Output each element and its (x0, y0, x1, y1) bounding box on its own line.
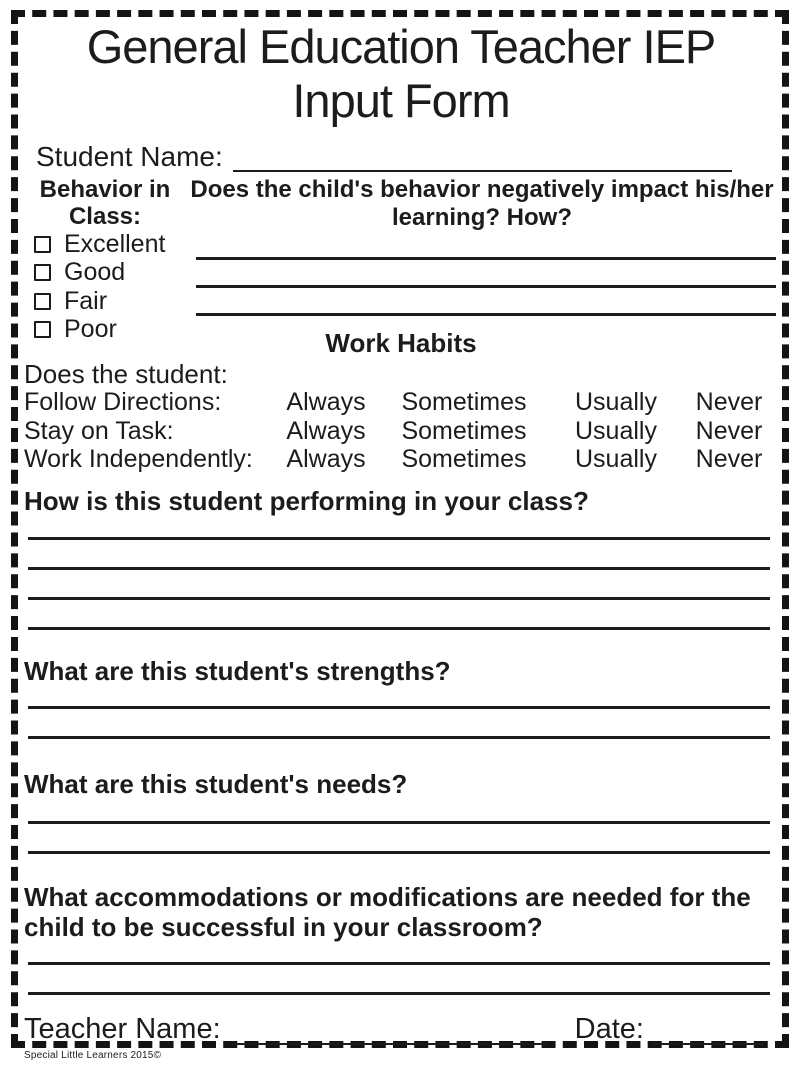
frequency-option-always[interactable]: Always (286, 388, 366, 416)
writing-line[interactable] (28, 965, 770, 995)
page-title-line2: Input Form (292, 74, 510, 127)
frequency-option-always[interactable]: Always (286, 445, 366, 473)
writing-line[interactable] (28, 540, 770, 570)
work-habit-row-work-independently (24, 445, 778, 474)
work-habits-grid (24, 388, 778, 474)
checkbox-label: Fair (64, 286, 108, 315)
question-block-strengths (24, 656, 778, 739)
checkbox-label: Excellent (64, 229, 166, 258)
work-habit-label: Work Independently: (24, 445, 253, 473)
frequency-option-never[interactable]: Never (695, 388, 763, 416)
question-block-needs (24, 769, 778, 854)
behavior-checkbox-list (24, 230, 186, 344)
checkbox-icon[interactable] (34, 236, 51, 253)
frequency-option-never[interactable]: Never (695, 445, 763, 473)
writing-line[interactable] (196, 232, 776, 260)
question-prompt: What are this student's strengths? (24, 655, 451, 686)
behavior-right-column (186, 176, 778, 344)
work-habits-heading: Work Habits (325, 328, 477, 358)
student-name-label: Student Name: (36, 141, 223, 172)
teacher-name-label: Teacher Name: (24, 1012, 221, 1045)
checkbox-icon[interactable] (34, 321, 51, 338)
behavior-option-good[interactable] (24, 259, 186, 288)
work-habit-row-stay-on-task (24, 417, 778, 446)
writing-line[interactable] (28, 516, 770, 540)
frequency-option-always[interactable]: Always (286, 416, 366, 445)
frequency-option-usually[interactable]: Usually (575, 388, 657, 416)
writing-line[interactable] (28, 824, 770, 854)
question-block-accommodations (24, 882, 778, 995)
behavior-left-column (24, 176, 186, 344)
work-habit-label: Stay on Task: (24, 416, 174, 445)
writing-line[interactable] (196, 260, 776, 288)
writing-line[interactable] (196, 288, 776, 316)
writing-line[interactable] (28, 570, 770, 600)
behavior-question: Does the child's behavior negatively impact his/her learning? How? (190, 176, 774, 231)
checkbox-label: Poor (64, 315, 117, 344)
writing-line[interactable] (28, 942, 770, 965)
behavior-option-fair[interactable] (24, 287, 186, 316)
frequency-option-sometimes[interactable]: Sometimes (401, 388, 527, 416)
student-name-field[interactable] (233, 144, 732, 172)
writing-line[interactable] (28, 709, 770, 739)
question-block-performing (24, 486, 778, 630)
teacher-name-field[interactable] (231, 1017, 547, 1045)
work-habit-row-follow-directions (24, 388, 778, 417)
work-habits-intro: Does the student: (24, 359, 228, 389)
date-label: Date: (574, 1012, 644, 1045)
checkbox-label: Good (64, 258, 126, 287)
checkbox-icon[interactable] (34, 293, 51, 310)
behavior-option-excellent[interactable] (24, 230, 186, 259)
frequency-option-sometimes[interactable]: Sometimes (401, 445, 527, 473)
frequency-option-sometimes[interactable]: Sometimes (401, 416, 527, 445)
frequency-option-usually[interactable]: Usually (575, 445, 657, 473)
form-content (24, 14, 778, 1045)
writing-line[interactable] (28, 686, 770, 709)
checkbox-icon[interactable] (34, 264, 51, 281)
work-habit-label: Follow Directions: (24, 388, 222, 416)
page-title (24, 14, 778, 128)
question-prompt: What accommodations or modifications are needed for the child to be successful in your classroom? (24, 881, 751, 942)
writing-line[interactable] (28, 600, 770, 630)
behavior-section (24, 176, 778, 344)
date-field[interactable] (652, 1017, 764, 1045)
page-title-line1: General Education Teacher IEP (86, 20, 716, 73)
question-prompt: What are this student's needs? (24, 768, 408, 799)
frequency-option-never[interactable]: Never (695, 416, 763, 445)
credit-text: Special Little Learners 2015© (24, 1050, 162, 1061)
behavior-option-poor[interactable] (24, 316, 186, 345)
writing-line[interactable] (28, 799, 770, 824)
teacher-date-row (24, 1009, 778, 1045)
frequency-option-usually[interactable]: Usually (575, 416, 657, 445)
student-name-row (24, 138, 778, 172)
behavior-heading: Behavior in Class: (39, 176, 171, 230)
question-prompt: How is this student performing in your class? (24, 485, 589, 516)
